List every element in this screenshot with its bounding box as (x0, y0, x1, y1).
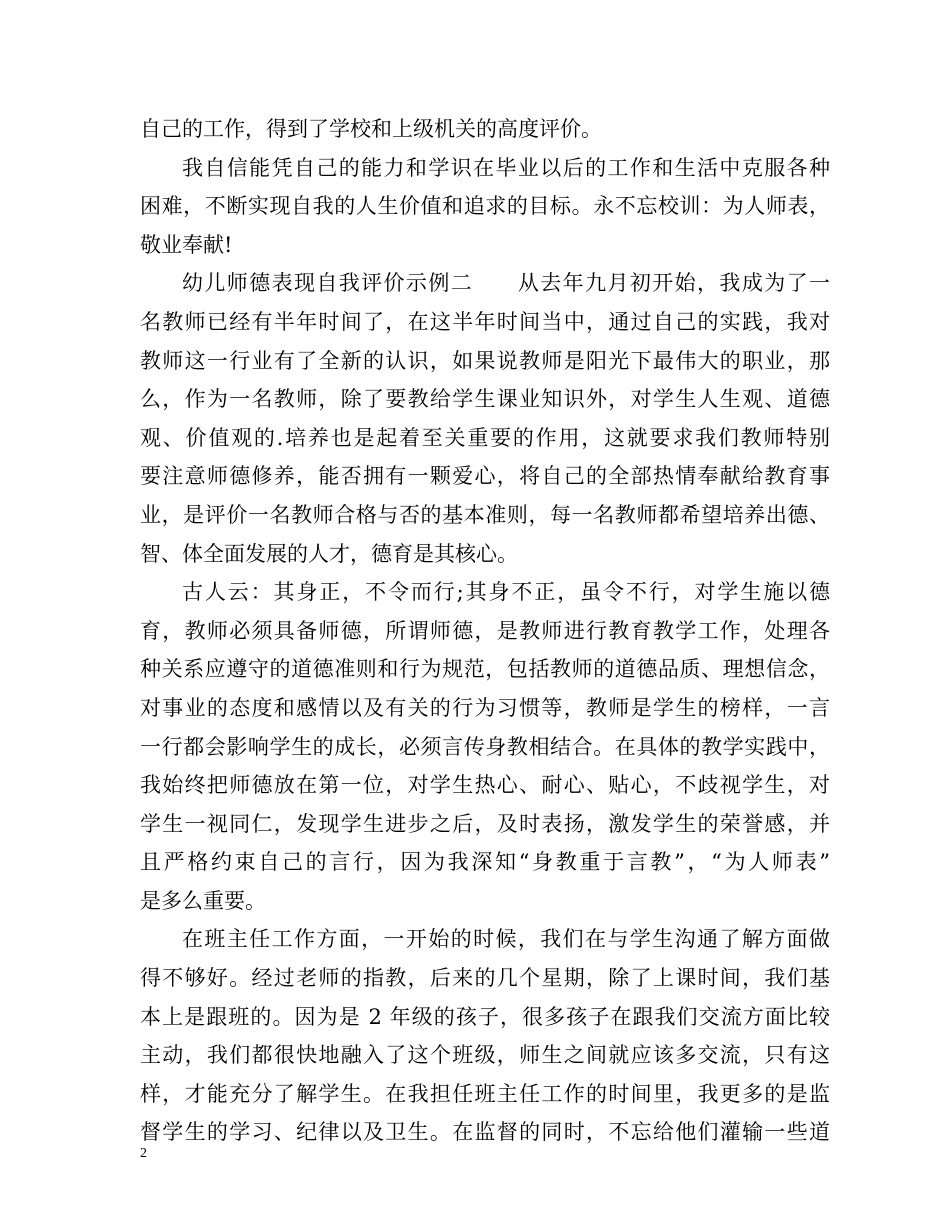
text-line: 敬业奉献! (140, 232, 233, 257)
text-line: 幼儿师德表现自我评价示例二 从去年九月初开始，我成为了一 (182, 271, 830, 296)
text-line: 在班主任工作方面，一开始的时候，我们在与学生沟通了解方面做 (182, 927, 830, 952)
text-line: 业，是评价一名教师合格与否的基本准则，每一名教师都希望培养出德、 (140, 502, 830, 527)
paragraph (140, 149, 830, 265)
text-line: 观、价值观的.培养也是起着至关重要的作用，这就要求我们教师特别 (140, 425, 830, 450)
text-line: 我始终把师德放在第一位，对学生热心、耐心、贴心，不歧视学生，对 (140, 773, 830, 798)
text-line: 么，作为一名教师，除了要教给学生课业知识外，对学生人生观、道德 (140, 387, 830, 412)
text-line: 种关系应遵守的道德准则和行为规范，包括教师的道德品质、理想信念， (140, 657, 830, 682)
text-line: 要注意师德修养，能否拥有一颗爱心，将自己的全部热情奉献给教育事 (140, 464, 830, 489)
text-line: 学生一视同仁，发现学生进步之后，及时表扬，激发学生的荣誉感，并 (140, 811, 830, 836)
text-line: 样，才能充分了解学生。在我担任班主任工作的时间里，我更多的是监 (140, 1081, 830, 1106)
paragraph (140, 264, 830, 573)
text-line: 教师这一行业有了全新的认识，如果说教师是阳光下最伟大的职业，那 (140, 348, 830, 373)
text-line: 一行都会影响学生的成长，必须言传身教相结合。在具体的教学实践中， (140, 734, 830, 759)
text-line: 得不够好。经过老师的指教，后来的几个星期，除了上课时间，我们基 (140, 966, 830, 991)
text-line: 是多么重要。 (140, 888, 266, 913)
paragraph (140, 573, 830, 920)
text-line: 名教师已经有半年时间了，在这半年时间当中，通过自己的实践，我对 (140, 309, 830, 334)
paragraph (140, 110, 830, 149)
text-line: 智、体全面发展的人才，德育是其核心。 (140, 541, 518, 566)
text-line: 育，教师必须具备师德，所谓师德，是教师进行教育教学工作，处理各 (140, 618, 830, 643)
page-number: 2 (140, 1146, 147, 1161)
text-line: 督学生的学习、纪律以及卫生。在监督的同时，不忘给他们灌输一些道 (140, 1120, 830, 1145)
text-line: 自己的工作，得到了学校和上级机关的高度评价。 (140, 117, 602, 141)
text-line: 我自信能凭自己的能力和学识在毕业以后的工作和生活中克服各种 (182, 155, 830, 180)
text-line: 主动，我们都很快地融入了这个班级，师生之间就应该多交流，只有这 (140, 1043, 830, 1068)
paragraph (140, 920, 830, 1152)
text-line: 对事业的态度和感情以及有关的行为习惯等，教师是学生的榜样，一言 (140, 695, 830, 720)
text-line: 困难，不断实现自我的人生价值和追求的目标。永不忘校训：为人师表， (140, 194, 830, 219)
text-line: 且严格约束自己的言行，因为我深知“身教重于言教”，“为人师表” (140, 850, 830, 875)
document-body (140, 110, 830, 1152)
text-line: 古人云：其身正，不令而行;其身不正，虽令不行，对学生施以德 (182, 580, 830, 605)
text-line: 本上是跟班的。因为是 2 年级的孩子，很多孩子在跟我们交流方面比较 (140, 1004, 830, 1029)
